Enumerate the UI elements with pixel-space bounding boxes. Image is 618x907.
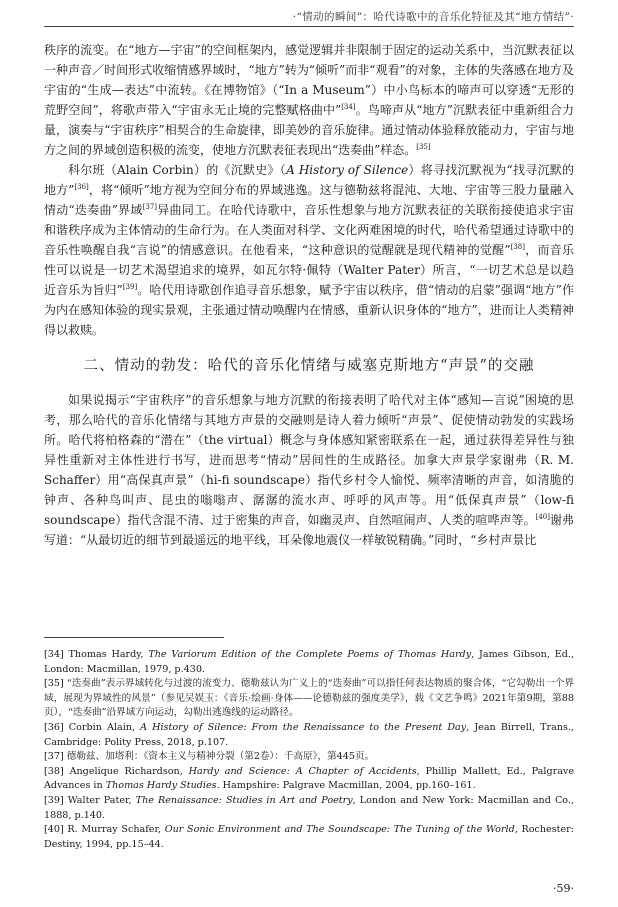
footnote-ref-40[interactable]: [40] — [535, 513, 550, 521]
running-header — [0, 0, 618, 28]
footnote-37: [37] 德勒兹、加塔利：《资本主义与精神分裂（第2卷）：千高原》，第445页。 — [44, 751, 375, 763]
footnote-36-text-a: [36] Corbin Alain, — [44, 721, 141, 733]
footnote-ref-36[interactable]: [36] — [74, 183, 89, 191]
footnote-38-title: Hardy and Science: A Chapter of Accidents — [188, 765, 417, 777]
paragraph-2-text-c: ，将“倾听”地方视为空间分布的界域逃逸。这与德勒兹将混沌、大地、宇宙等三股力量融入情动“迭奏曲”界域 — [44, 183, 574, 217]
footnote-ref-35[interactable]: [35] — [416, 143, 431, 151]
footnote-34-title: The Variorum Edition of the Complete Poems of Thomas Hardy — [148, 649, 472, 660]
footnote-34 — [44, 648, 574, 677]
footnote-36-title: A History of Silence: From the Renaissance to the Present Day — [140, 721, 467, 733]
paragraph-1-text-a: 秩序的流变。在“地方—宇宙”的空间框架内，感觉逻辑并非限制于固定的运动关系中，当沉默表征以一种声音／时间形式收缩情感界域时，“地方”转为“倾听”而非“观看”的对象，主体的失落感在地方及宇宙的“生成—表达”中流转。《在博物馆》（“In a Museum”）中小鸟标本的啼声可以穿透“无形的荒野空间”，将歌声带入“宇宙永无止境的完整赋格曲中” — [44, 43, 574, 117]
page-number: ·59· — [553, 882, 574, 895]
paragraph-3-text-a: 如果说揭示“宇宙秩序”的音乐想象与地方沉默的衔接表明了哈代对主体“感知—言说”困境的思考，那么哈代的音乐化情绪与其地方声景的交融则是诗人着力倾听“声景”、促使情动勃发的实践场所。哈代将柏格森的“潜在”（the virtual）概念与身体感知紧密联系在一起，通过获得差异性与独异性重新对主体性进行书写，进而思考“情动”居间性的生成路径。加拿大声景学家谢弗（R. M. Schaffer）用“高保真声景”（hi-fi soundscape）指代乡村令人愉悦、频率清晰的声音，如清脆的钟声、各种鸟叫声、昆虫的嗡嗡声、潺潺的流水声、呼呼的风声等。用“低保真声景”（low-fi soundscape）指代含混不清、过于密集的声音，如幽灵声、自然喧闹声、人类的喧哗声等。 — [44, 393, 574, 527]
paragraph-2-text-a: 科尔班（Alain Corbin）的《沉默史》（ — [68, 163, 287, 177]
footnote-39 — [44, 794, 574, 823]
paragraph-2-text-e: ，而音乐性可以说是一切艺术渴望追求的境界，如瓦尔特·佩特（Walter Pater）所言，“一切艺术总是以趋近音乐为旨归” — [44, 243, 574, 297]
section-heading: 二、情动的勃发：哈代的音乐化情绪与威塞克斯地方“声景”的交融 — [83, 358, 535, 374]
footnote-36-text-b: , Jean Birrell, Trans., Cambridge: Polity Press, 2018, p.107. — [44, 721, 574, 748]
footnote-38-text-c: . Hampshire: Palgrave Macmillan, 2004, pp.160–161. — [216, 780, 476, 792]
paragraph-3 — [44, 390, 574, 550]
footnote-34-text-b: , James Gibson, Ed., London: Macmillan, 1979, p.430. — [44, 649, 574, 675]
footnote-rule — [44, 637, 224, 638]
footnote-38-text-b: , Phillip Mallett, Ed., Palgrave Advances in — [44, 765, 575, 792]
paragraph-2-text-d: 异曲同工。在哈代诗歌中，音乐性想象与地方沉默表征的关联衔接使追求宇宙和谐秩序成为主体情动的生命行为。在人类面对科学、文化两难困境的时代，哈代希望通过诗歌中的音乐性唤醒自我“言说”的情感意识。在他看来，“这种意识的觉醒就是现代精神的觉醒” — [44, 203, 574, 257]
footnote-40-title: Our Sonic Environment and The Soundscape: The Tuning of the World — [164, 824, 515, 836]
book-title-history-of-silence: A History of Silence — [286, 163, 409, 177]
footnote-ref-38[interactable]: [38] — [510, 243, 525, 251]
main-text — [44, 40, 574, 550]
footnote-39-text-a: [39] Walter Pater, — [44, 794, 136, 806]
paragraph-1 — [44, 40, 574, 160]
footnote-40 — [44, 823, 574, 852]
footnote-36 — [44, 721, 574, 750]
paragraph-2 — [44, 160, 574, 340]
footnote-40-text-a: [40] R. Murray Schafer, — [44, 824, 165, 836]
footnote-ref-37[interactable]: [37] — [142, 203, 158, 211]
footnote-34-text-a: [34] Thomas Hardy, — [44, 649, 149, 660]
header-rule — [44, 26, 574, 27]
running-title: ·“情动的瞬间”：哈代诗歌中的音乐化特征及其“地方情结”· — [292, 11, 574, 23]
footnote-39-title: The Renaissance: Studies in Art and Poetry — [135, 794, 353, 806]
paragraph-2-text-b: ）将寻找沉默视为“找寻沉默的地方” — [44, 163, 574, 197]
footnote-35: [35] “迭奏曲”表示界域转化与过渡的流变力、德勒兹认为广义上的“迭奏曲”可以指任何表达物质的聚合体，“它勾勒出一个界域，展现为界域性的风景”（参见吴娱玉：《音乐·绘画·身体——论德勒兹的强度美学》，载《文艺争鸣》2021年第9期，第88页），“迭奏曲”沿界域方向运动，勾勒出逃逸线的运动路径。 — [44, 678, 574, 719]
footnote-38 — [44, 765, 574, 794]
footnote-40-text-b: , Rochester: Destiny, 1994, pp.15–44. — [44, 824, 574, 850]
paragraph-2-text-f: 。哈代用诗歌创作追寻音乐想象，赋予宇宙以秩序，借“情动的启蒙”强调“地方”作为内在感知体验的现实景观，主张通过情动唤醒内在情感，重新认识身体的“地方”，进而让人类精神得以救赎。 — [44, 283, 574, 337]
paragraph-3-text-b: 谢弗写道：“从最切近的细节到最遥远的地平线，耳朵像地震仪一样敏锐精确。”同时，“乡村声景比 — [44, 513, 574, 547]
footnote-39-text-b: , London and New York: Macmillan and Co., 1888, p.140. — [44, 794, 574, 821]
footnotes — [44, 648, 574, 852]
footnote-38-title2: Thomas Hardy Studies — [105, 780, 217, 792]
footnote-ref-39[interactable]: [39] — [122, 283, 138, 291]
footnote-38-text-a: [38] Angelique Richardson, — [44, 765, 189, 777]
footnote-ref-34[interactable]: [34] — [341, 103, 356, 111]
paragraph-1-text-b: 。鸟啼声从“地方”沉默表征中重新组合力量，演奏与“宇宙秩序”相契合的生命旋律，即美妙的音乐旋律。通过情动体验释放能动力，宇宙与地方之间的界域创造积极的流变，使地方沉默表征表现出“迭奏曲”样态。 — [44, 103, 574, 157]
